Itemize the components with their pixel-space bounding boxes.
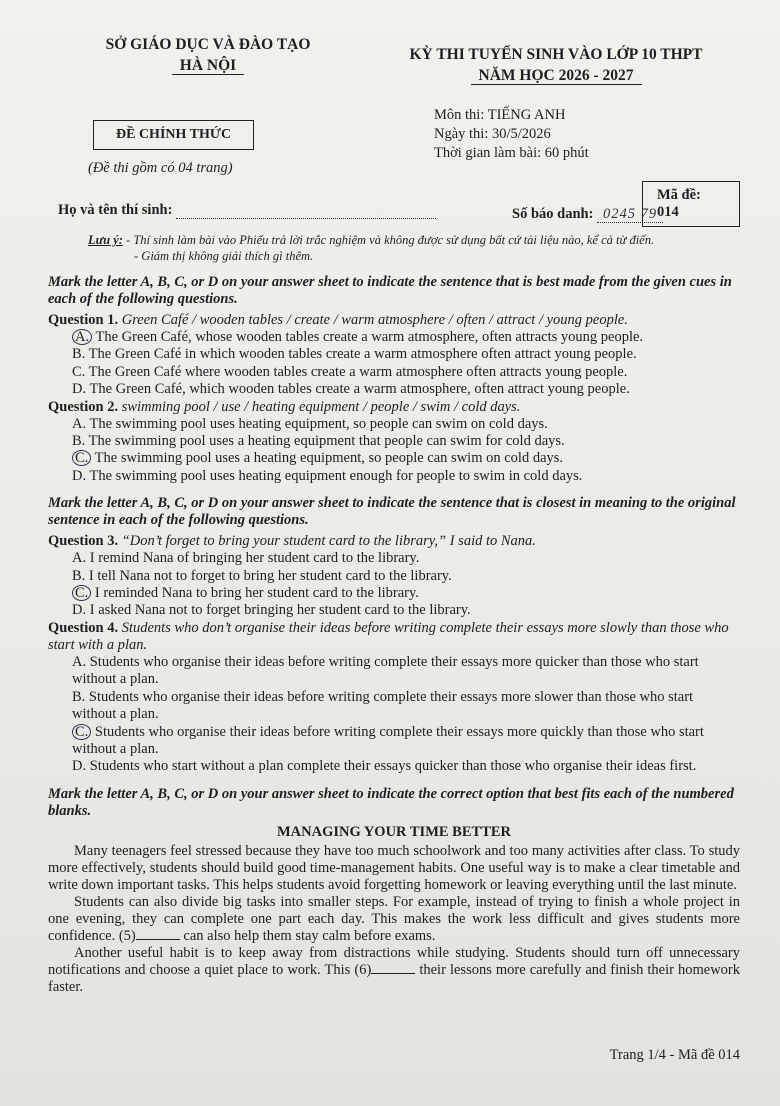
exam-duration: Thời gian làm bài: 60 phút	[434, 145, 589, 161]
option-text: Students who organise their ideas before writing complete their essays more quickly than those who start without a plan.	[72, 723, 704, 757]
exam-title-block	[366, 44, 746, 86]
option-letter: C.	[72, 724, 91, 740]
subject: Môn thi: TIẾNG ANH	[434, 107, 566, 123]
question-3	[48, 533, 740, 550]
notes-line-2: - Giám thị không giải thích gì thêm.	[134, 249, 314, 263]
paragraph-text: Students can also divide big tasks into smaller steps. For example, instead of trying to finish a whole project in one evening, they can complete one part each day. This makes the work less difficult and gives students more confidence. (5)	[48, 893, 740, 944]
option-letter: D.	[72, 758, 87, 775]
blank-5	[136, 939, 180, 940]
department-name: SỞ GIÁO DỤC VÀ ĐÀO TẠO	[105, 36, 311, 53]
option-letter: B.	[72, 688, 86, 705]
question-text: Green Café / wooden tables / create / warm atmosphere / often / attract / young people.	[121, 312, 628, 328]
option-letter: C.	[72, 363, 86, 380]
option-letter: D.	[72, 602, 87, 619]
option-letter: A.	[72, 550, 87, 567]
question-label: Question 2.	[48, 398, 119, 415]
option-3a	[48, 550, 740, 567]
option-2a	[48, 416, 740, 433]
option-text: The swimming pool uses a heating equipment, so people can swim on cold days.	[94, 450, 564, 467]
passage-paragraph-1: Many teenagers feel stressed because they have too much schoolwork and too many activities after class. To study more effectively, students should build good time-management habits. One useful way is to make a clear timetable and write down important tasks. This helps students avoid forgetting homework or leaving everything until the last minute.	[48, 842, 740, 893]
candidate-line	[48, 202, 740, 232]
exam-title: KỲ THI TUYỂN SINH VÀO LỚP 10 THPT	[409, 46, 703, 63]
passage-paragraph-2	[48, 894, 740, 945]
option-letter: D.	[72, 467, 87, 484]
paragraph-text: their lessons more carefully and finish their homework faster.	[48, 961, 741, 995]
section1-instruction: Mark the letter A, B, C, or D on your answer sheet to indicate the sentence that is best made from the given cues in each of the following questions.	[48, 274, 732, 307]
option-text: I tell Nana not to forget to bring her student card to the library.	[88, 567, 452, 584]
question-text: swimming pool / use / heating equipment / people / swim / cold days.	[121, 398, 521, 415]
option-text: The Green Café, whose wooden tables create a warm atmosphere, often attracts young people.	[95, 329, 644, 345]
question-label: Question 4.	[48, 619, 119, 636]
option-2d	[48, 468, 740, 485]
option-1a	[48, 329, 740, 346]
notes-label: Lưu ý:	[88, 233, 123, 247]
question-text: “Don’t forget to bring your student card to the library,” I said to Nana.	[121, 533, 536, 550]
notes	[88, 232, 740, 264]
department-city: HÀ NỘI	[172, 57, 244, 75]
page-footer: Trang 1/4 - Mã đề 014	[609, 1047, 740, 1063]
paragraph-text: can also help them stay calm before exams.	[183, 927, 436, 944]
option-letter: A.	[72, 329, 92, 345]
option-3b	[48, 568, 740, 585]
option-letter: B.	[72, 433, 86, 450]
question-2	[48, 399, 740, 416]
option-letter: C.	[72, 450, 91, 466]
option-text: Students who organise their ideas before writing complete their essays more quicker than those who start without a plan.	[72, 653, 699, 688]
option-text: The swimming pool uses a heating equipment that people can swim for cold days.	[88, 433, 565, 450]
option-text: Students who start without a plan complete their essays quicker than those who organise their ideas first.	[89, 758, 697, 775]
official-label: ĐỀ CHÍNH THỨC	[93, 120, 254, 150]
option-letter: A.	[72, 415, 87, 432]
option-3d	[48, 602, 740, 619]
exam-code: Mã đề: 014	[642, 181, 740, 227]
option-text: The swimming pool uses heating equipment, so people can swim on cold days.	[89, 415, 548, 432]
option-2c	[48, 450, 740, 467]
option-text: The swimming pool uses heating equipment enough for people to swim in cold days.	[89, 467, 583, 484]
option-4b	[48, 689, 740, 724]
option-letter: D.	[72, 381, 87, 398]
notes-line-1: - Thí sinh làm bài vào Phiếu trả lời trắc nghiệm và không được sử dụng bất cứ tài liệu nào, kể cả từ điển.	[126, 233, 655, 247]
option-text: I reminded Nana to bring her student card to the library.	[94, 585, 419, 602]
section3-instruction: Mark the letter A, B, C, or D on your answer sheet to indicate the correct option that best fits each of the numbered blanks.	[48, 785, 734, 819]
option-text: I remind Nana of bringing her student card to the library.	[89, 550, 420, 567]
option-text: I asked Nana not to forget bringing her student card to the library.	[89, 602, 471, 619]
option-text: The Green Café where wooden tables create a warm atmosphere often attracts young people.	[88, 363, 628, 380]
passage-title: MANAGING YOUR TIME BETTER	[276, 823, 512, 840]
exam-info	[434, 106, 589, 163]
blank-6	[371, 973, 415, 974]
option-letter: A.	[72, 653, 87, 670]
paragraph-text: Another useful habit is to keep away from distractions while studying. Students should turn off unnecessary notifications and choose a quiet place to work. This (6)	[48, 944, 740, 978]
option-letter: B.	[72, 567, 86, 584]
school-year: NĂM HỌC 2026 - 2027	[471, 67, 642, 85]
option-4a	[48, 654, 740, 689]
option-4d	[48, 758, 740, 775]
option-4c	[48, 724, 740, 759]
option-1c	[48, 364, 740, 381]
candidate-number	[512, 206, 663, 223]
option-2b	[48, 433, 740, 450]
option-text: The Green Café in which wooden tables create a warm atmosphere often attract young people.	[88, 346, 637, 363]
option-1d	[48, 381, 740, 398]
option-1b	[48, 346, 740, 363]
option-3c	[48, 585, 740, 602]
candidate-name-label: Họ và tên thí sinh:	[58, 202, 173, 218]
question-label: Question 3.	[48, 533, 119, 550]
option-letter: C.	[72, 585, 91, 601]
question-text: Students who don’t organise their ideas before writing complete their essays more slowly than those who start with a plan.	[48, 619, 729, 653]
pages-note: (Đề thi gồm có 04 trang)	[88, 160, 233, 176]
option-letter: B.	[72, 346, 86, 363]
section2-instruction: Mark the letter A, B, C, or D on your answer sheet to indicate the sentence that is closest in meaning to the original sentence in each of the following questions.	[48, 495, 736, 529]
candidate-number-value: 0245 79	[597, 206, 663, 223]
passage-paragraph-3	[48, 945, 740, 996]
candidate-number-label: Số báo danh:	[512, 206, 594, 222]
candidate-name	[58, 202, 436, 219]
question-1	[48, 312, 740, 329]
exam-date: Ngày thi: 30/5/2026	[434, 126, 551, 142]
candidate-name-blank	[176, 218, 436, 219]
question-label: Question 1.	[48, 312, 119, 328]
option-text: The Green Café, which wooden tables create a warm atmosphere, often attract young people.	[89, 381, 630, 398]
question-4	[48, 620, 740, 654]
option-text: Students who organise their ideas before writing complete their essays more slower than those who start without a plan.	[72, 688, 694, 723]
department-block	[58, 34, 358, 76]
